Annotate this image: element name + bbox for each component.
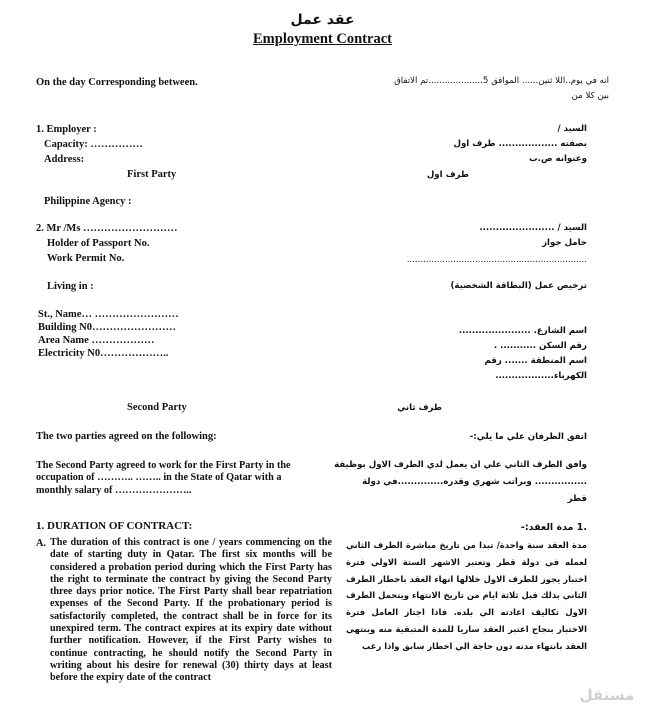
second-party-label: Second Party xyxy=(127,402,187,413)
intro-arabic-line1: انه في يوم..اللا ثنين...... الموافق 5....................تم الاتفاق xyxy=(394,76,609,86)
employer-address-arabic: وعنوانه ص.ب xyxy=(529,154,587,164)
passport-label-arabic: حامل جواز xyxy=(542,238,587,248)
first-party-label: First Party xyxy=(127,169,177,180)
building-number-arabic: رقم السكن ........... . xyxy=(493,341,587,351)
work-permit-arabic: ترخيص عمل (البطاقة الشخصية) xyxy=(450,281,587,291)
duration-heading-arabic: .1 مدة العقد:- xyxy=(520,522,587,533)
work-clause-arabic-line1: وافق الطرف الثاني علي ان يعمل لدي الطرف الاول بوظيفة xyxy=(334,460,587,470)
work-clause-line3: monthly salary of ………………….. xyxy=(36,484,192,496)
agreed-english: The two parties agreed on the following: xyxy=(36,431,217,442)
watermark-logo xyxy=(572,680,642,710)
work-clause-arabic-line3: قطر xyxy=(567,494,587,504)
employer-name-arabic: السيد / xyxy=(557,124,587,134)
watermark-text: مستقل xyxy=(579,686,635,704)
duration-arabic-text: مدة العقد سنة واحدة/ تبدا من تاريخ مباشرة الطرف الثاني لعمله في دولة قطر وتعتبر الاشهر الستة الاولي فترة اختبار يجوز للطرف الاول خلالها انهاء العقد باخطار الطرف الثاني بذلك قبل ثلاثة ايام من تاريخ الانتهاء ويتحمل الطرف الاول تكاليف اعادته الي بلده. فاذا اجتاز العامل فترة الاختبار بنجاح اعتبر العقد ساريا للمدة المتبقية منه وينتهي العقد بانتهاء مدته دون حاجة الي اخطار سابق واذا رغب xyxy=(346,540,587,651)
electricity-arabic: الكهرباء.................. xyxy=(495,371,587,381)
first-party-label-arabic: طرف اول xyxy=(426,170,469,180)
work-clause-line1: The Second Party agreed to work for the First Party in the xyxy=(36,460,291,471)
street-name-arabic: اسم الشارع. ...................... xyxy=(458,326,587,336)
title-english: Employment Contract xyxy=(253,31,392,47)
passport-label: Holder of Passport No. xyxy=(47,238,150,249)
duration-item-text: The duration of this contract is one / years commencing on the date of starting duty in Qatar. The first six months will be considered a probation period during which the First Party has the right to terminate the contract by giving the Second Party three days prior notice. The First Party shall bear repatriation expenses of the Second Party. If the probationary period is satisfactorily completed, the contract shall be in force for its unexpired term. The contract expires at its expiry date without further notification. However, if the First Party wishes to continue contracting, he should notify the Second Party in writing about his desire for renewal (30) thirty days at least before the expiry date of the contract xyxy=(50,537,332,684)
employee-name-arabic: السيد / ....................... xyxy=(479,223,587,233)
intro-english: On the day Corresponding between. xyxy=(36,77,198,88)
employer-label: 1. Employer : xyxy=(36,124,97,135)
employer-address: Address: xyxy=(44,154,85,165)
work-clause-line2: occupation of ……….. …….. in the State of Qatar with a xyxy=(36,472,282,484)
living-in-label: Living in : xyxy=(47,281,94,292)
work-clause-english xyxy=(36,460,332,497)
employee-name: 2. Mr /Ms ……………………… xyxy=(36,223,178,234)
intro-arabic-line2: بين كلا من xyxy=(571,91,609,101)
electricity-number: Electricity N0……………….. xyxy=(38,348,169,359)
employer-capacity: Capacity: …………… xyxy=(44,139,143,150)
work-permit-label: Work Permit No. xyxy=(47,253,125,264)
philippine-agency-label: Philippine Agency : xyxy=(44,196,132,207)
area-name: Area Name ……………… xyxy=(38,335,155,346)
duration-heading: 1. DURATION OF CONTRACT: xyxy=(36,520,193,532)
area-name-arabic: اسم المنطقة ....... رقم xyxy=(484,356,587,366)
second-party-label-arabic: طرف ثاني xyxy=(397,403,442,413)
employer-capacity-arabic: بصفته .................. طرف اول xyxy=(453,139,587,149)
title-arabic: عقد عمل xyxy=(290,12,355,28)
street-name: St., Name… …………………… xyxy=(38,309,179,320)
work-permit-dots: .................................................................. xyxy=(406,255,587,265)
building-number: Building N0…………………… xyxy=(38,322,176,333)
work-clause-arabic-line2: ................ وبراتب شهري وقدره..............في دولة xyxy=(362,477,587,487)
duration-item-label: A. xyxy=(36,538,46,549)
agreed-arabic: اتفق الطرفان علي ما يلي:- xyxy=(469,432,587,442)
